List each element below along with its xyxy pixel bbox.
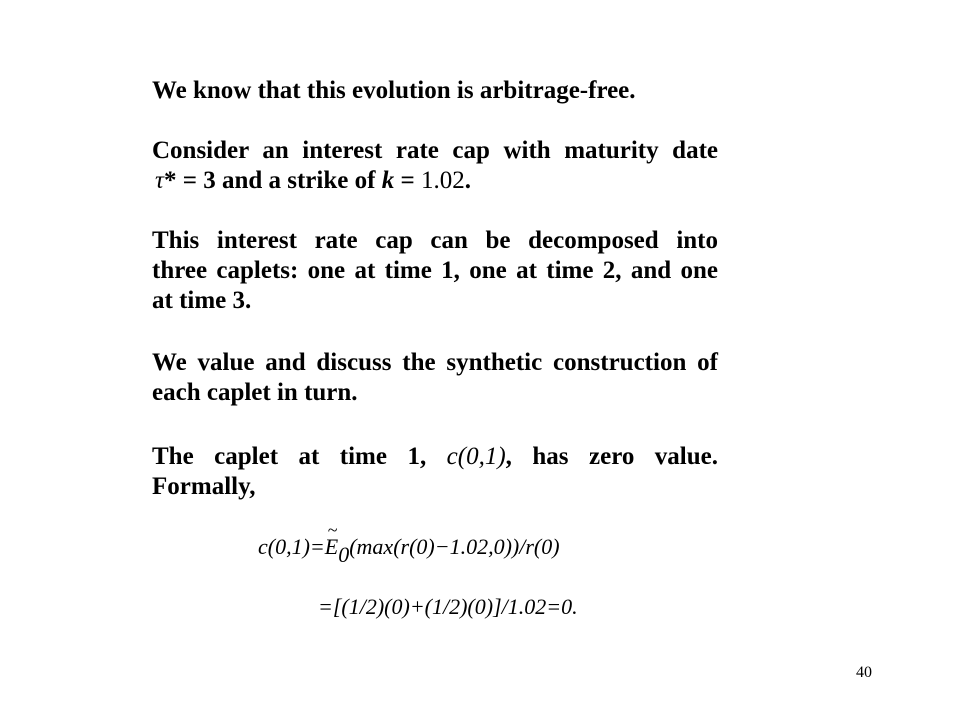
text-fragment: * = 3 and a strike of [163, 167, 382, 194]
text-line: Formally, [152, 473, 256, 500]
text-line [152, 442, 718, 472]
paragraph-arbitrage-free [152, 76, 718, 106]
text-line: We value and discuss the synthetic construction of [152, 349, 718, 376]
equation-lhs: c(0,1)= [258, 534, 325, 559]
expectation-subscript: 0 [338, 542, 350, 567]
text-line: at time 3. [152, 287, 252, 314]
paragraph-decomposition [152, 226, 718, 316]
tau-symbol: τ [155, 167, 164, 194]
equation-caplet-result: =[(1/2)(0)+(1/2)(0)]/1.02=0. [318, 594, 578, 619]
text-fragment: , has zero value. [505, 443, 718, 470]
text-line: three caplets: one at time 1, one at time 2, and one [152, 257, 718, 284]
text-line: We know that this evolution is arbitrage-free. [152, 77, 636, 104]
equation-rhs: (max(r(0)−1.02,0))/r(0) [349, 534, 560, 559]
paragraph-synthetic-construction [152, 348, 718, 408]
text-fragment: The caplet at time 1, [152, 443, 447, 470]
equation-caplet-value [258, 534, 560, 567]
risk-neutral-expectation: ~ E [325, 534, 338, 560]
page-number: 40 [856, 664, 872, 681]
text-line: Consider an interest rate cap with maturity date [152, 137, 718, 164]
text-line: each caplet in turn. [152, 379, 358, 406]
text-line [152, 166, 718, 196]
paragraph-caplet-time-1 [152, 442, 718, 502]
k-symbol: k [381, 167, 395, 194]
paragraph-cap-definition [152, 136, 718, 196]
text-fragment: . [464, 167, 471, 194]
caplet-symbol: c(0,1) [446, 443, 506, 470]
strike-value: 1.02 [420, 167, 465, 194]
text-fragment: = [394, 167, 421, 194]
text-line: This interest rate cap can be decomposed into [152, 227, 718, 254]
